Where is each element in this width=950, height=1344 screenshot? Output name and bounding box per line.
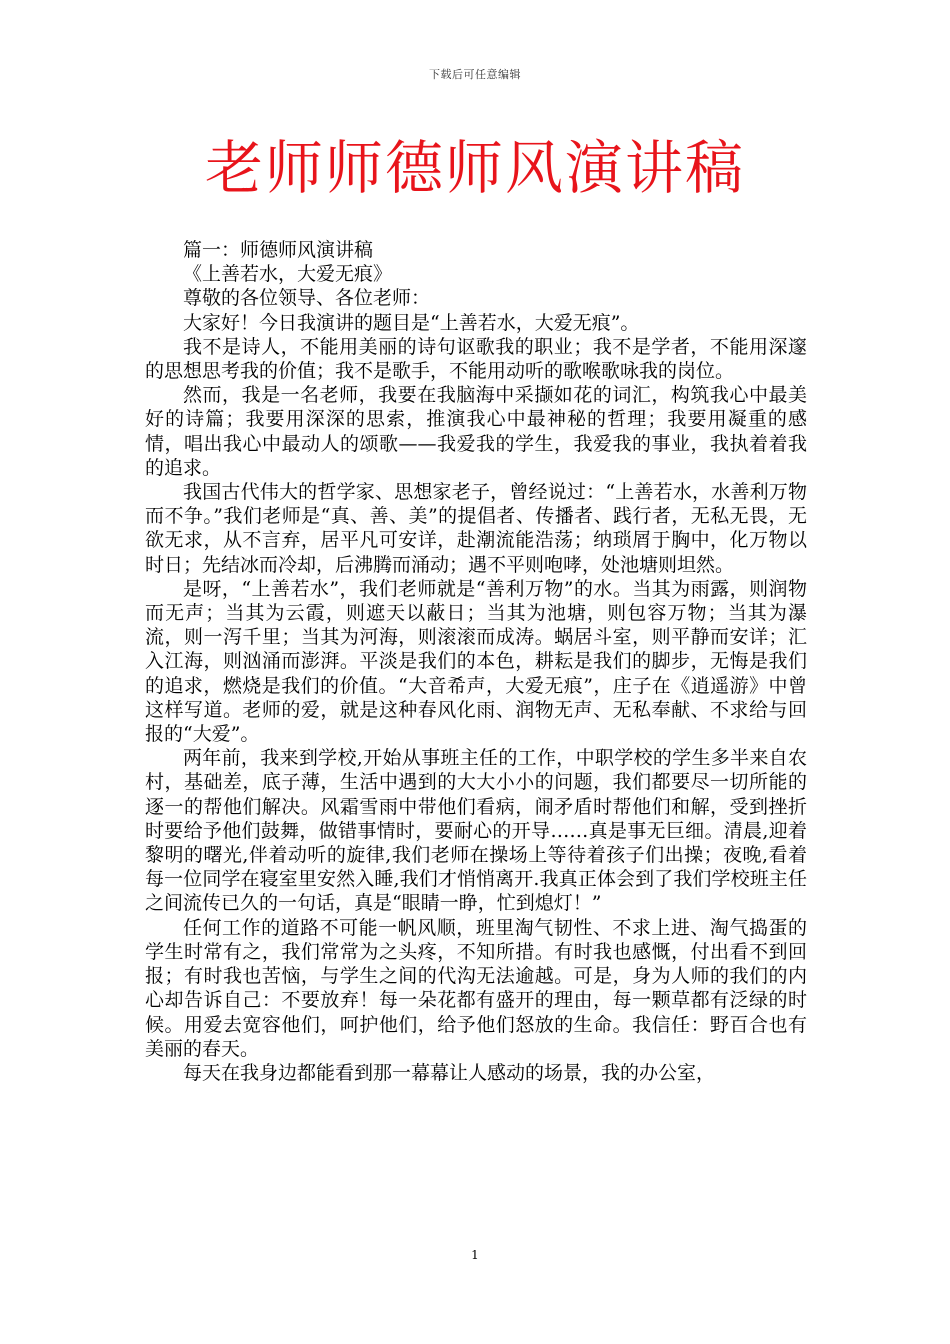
paragraph: 我国古代伟大的哲学家、思想家老子，曾经说过：“上善若水，水善利万物而不争。”我们老师是“真、善、美”的提倡者、传播者、践行者，无私无畏，无欲无求，从不言弃，居平凡可安详，赴潮流能浩荡；纳琐屑于胸中，化万物以时日；先结冰而冷却，后沸腾而涌动；遇不平则咆哮，处池塘则坦然。 (145, 481, 807, 576)
header-note: 下载后可任意编辑 (429, 68, 521, 81)
salutation: 尊敬的各位领导、各位老师： (183, 287, 431, 310)
paragraph: 大家好！今日我演讲的题目是“上善若水，大爱无痕”。 (183, 311, 640, 334)
document-title: 老师师德师风演讲稿 (204, 134, 745, 202)
paragraph: 每天在我身边都能看到那一幕幕让人感动的场景，我的办公室， (183, 1061, 716, 1084)
paragraph: 任何工作的道路不可能一帆风顺，班里淘气韧性、不求上进、淘气捣蛋的学生时常有之，我们常常为之头疼，不知所措。有时我也感慨，付出看不到回报；有时我也苦恼，与学生之间的代沟无法逾越。可是，身为人师的我们的内心却告诉自己：不要放弃！每一朵花都有盛开的理由，每一颗草都有泛绿的时候。用爱去宽容他们，呵护他们，给予他们怒放的生命。我信任：野百合也有美丽的春天。 (145, 916, 807, 1060)
paragraph: 我不是诗人，不能用美丽的诗句讴歌我的职业；我不是学者，不能用深邃的思想思考我的价值；我不是歌手，不能用动听的歌喉歌咏我的岗位。 (145, 335, 807, 383)
document-body (145, 238, 807, 1085)
page-number: 1 (471, 1248, 479, 1262)
paragraph: 两年前，我来到学校,开始从事班主任的工作，中职学校的学生多半来自农村，基础差，底子薄，生活中遇到的大大小小的问题，我们都要尽一切所能的逐一的帮他们解决。风霜雪雨中带他们看病，闹矛盾时帮他们和解，受到挫折时要给予他们鼓舞，做错事情时，要耐心的开导……真是事无巨细。清晨,迎着黎明的曙光,伴着动听的旋律,我们老师在操场上等待着孩子们出操；夜晚,看着每一位同学在寝室里安然入睡,我们才悄悄离开.我真正体会到了我们学校班主任之间流传已久的一句话，真是“眼睛一睁，忙到熄灯！” (145, 747, 807, 915)
paragraph: 是呀，“上善若水”，我们老师就是“善利万物”的水。当其为雨露，则润物而无声；当其为云霞，则遮天以蔽日；当其为池塘，则包容万物；当其为瀑流，则一泻千里；当其为河海，则滚滚而成涛。蜗居斗室，则平静而安详；汇入江海，则汹涌而澎湃。平淡是我们的本色，耕耘是我们的脚步，无悔是我们的追求，燃烧是我们的价值。“大音希声，大爱无痕”，庄子在《逍遥游》中曾这样写道。老师的爱，就是这种春风化雨、润物无声、无私奉献、不求给与回报的“大爱”。 (145, 577, 807, 746)
paragraph: 然而，我是一名老师，我要在我脑海中采撷如花的词汇，构筑我心中最美好的诗篇；我要用深深的思索，推演我心中最神秘的哲理；我要用凝重的感情，唱出我心中最动人的颂歌——我爱我的学生，我爱我的事业，我执着着我的追求。 (145, 384, 807, 479)
speech-title: 《上善若水，大爱无痕》 (183, 263, 393, 286)
section-heading: 篇一：师德师风演讲稿 (183, 239, 374, 261)
